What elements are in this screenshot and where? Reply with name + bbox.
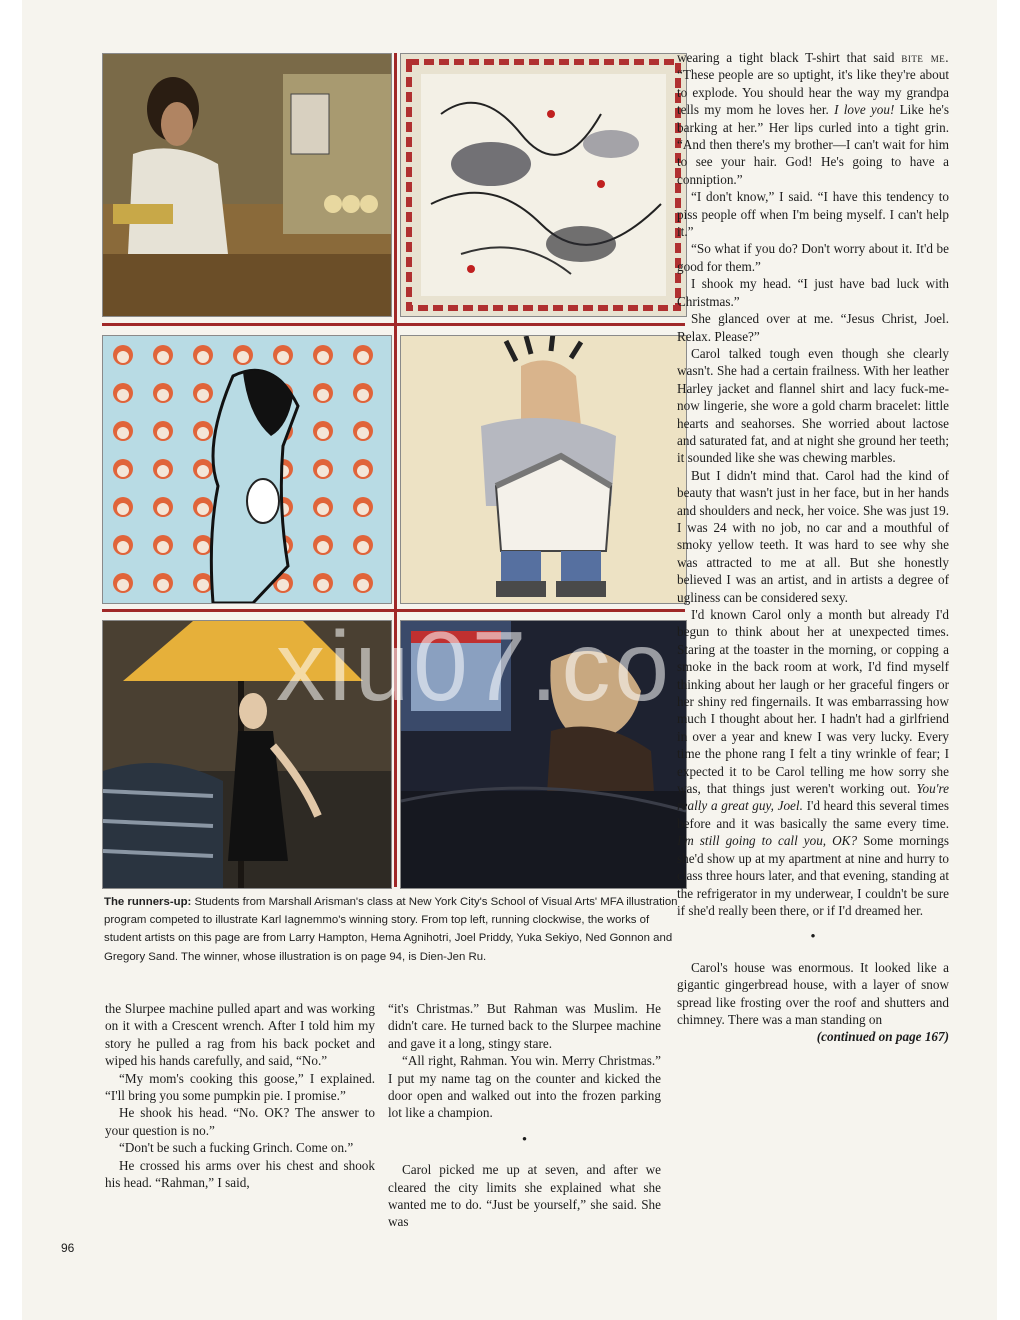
article-column-middle	[388, 1000, 661, 1231]
watermark: xiu07.co	[276, 611, 674, 721]
section-break: •	[810, 929, 816, 946]
paragraph: She glanced over at me. “Jesus Christ, Joel. Relax. Please?”	[677, 311, 949, 344]
paragraph: I shook my head. “I just have bad luck with Christmas.”	[677, 276, 949, 309]
grid-divider-horizontal	[102, 609, 685, 612]
paragraph: wearing a tight black T-shirt that said bite me. “These people are so uptight, it's like they're about to explode. You should hear the way my grandpa tells my mom he loves her. I love you! Like he's barking at her.” Her lips curled into a tight grin. “And then there's my brother—I can't wait for him to see your hair. God! He's going to have a conniption.”	[677, 50, 950, 187]
page-number: 96	[61, 1241, 75, 1255]
photo-caption	[104, 893, 686, 966]
paragraph: Carol talked tough even though she clearly wasn't. She had a certain frailness. With her leather Harley jacket and flannel shirt and lacy fuck-me-now lingerie, she wore a gold charm bracelet: little hearts and seahorses. She worried about lactose and saturated fat, and at night she ground her teeth; it sounded like she was chewing marbles.	[677, 345, 949, 466]
illustration-man-house	[400, 335, 687, 604]
paragraph: Carol picked me up at seven, and after we cleared the city limits she explained what she wanted me to do. “Just be yourself,” she said. She was	[388, 1162, 661, 1230]
caption-text: Students from Marshall Arisman's class at New York City's School of Visual Arts' MFA illustration program competed to illustrate Karl Iagnemmo's winning story. From top left, running clockwise, the works of student artists on this page are from Larry Hampton, Hema Agnihotri, Joel Priddy, Yuka Sekiyo, Ned Gonnon and Gregory Sand. The winner, whose illustration is on page 94, is Dien-Jen Ru.	[104, 896, 678, 963]
paragraph: He crossed his arms over his chest and shook his head. “Rahman,” I said,	[105, 1157, 375, 1191]
paragraph: But I didn't mind that. Carol had the kind of beauty that wasn't just in her face, but in her hands and shoulders and neck, her voice. She was just 19. I was 24 with no job, no car and a mouthful of smoky yellow teeth. It was hard to see why she was attracted to me at all. But she honestly believed I was an artist, and in artists a degree of ugliness can be considered sexy.	[677, 467, 949, 605]
illustration-diner-man	[102, 53, 392, 317]
caption-lead: The runners-up:	[104, 896, 192, 908]
grid-divider-vertical	[394, 53, 397, 887]
paragraph: Carol's house was enormous. It looked like a gigantic gingerbread house, with a layer of snow spread like frosting over the roof and shutters and chimney. There was a man standing on	[677, 959, 949, 1027]
article-column-right	[677, 49, 949, 1046]
paragraph: “My mom's cooking this goose,” I explained. “I'll bring you some pumpkin pie. I promise.”	[105, 1070, 375, 1104]
section-break: •	[521, 1131, 528, 1148]
paragraph: “it's Christmas.” But Rahman was Muslim. He didn't care. He turned back to the Slurpee machine and gave it a long, stingy stare.	[388, 1001, 661, 1051]
illustration-woman-lamp	[102, 620, 392, 889]
paragraph: “All right, Rahman. You win. Merry Christmas.” I put my name tag on the counter and kicked the door open and walked out into the frozen parking lot like a champion.	[388, 1053, 661, 1121]
illustration-night-station	[400, 620, 687, 889]
paragraph: “Don't be such a fucking Grinch. Come on.”	[119, 1140, 354, 1156]
illustration-woman-doll	[102, 335, 392, 604]
paragraph: He shook his head. “No. OK? The answer to your question is no.”	[105, 1105, 375, 1138]
paragraph: the Slurpee machine pulled apart and was working on it with a Crescent wrench. After I told him my story he pulled a rag from his back pocket and wiped his hands carefully, and said, “No.”	[105, 1001, 375, 1069]
magazine-page	[22, 0, 997, 1320]
continued-note: (continued on page 167)	[816, 1029, 949, 1045]
paragraph: “I don't know,” I said. “I have this tendency to piss people off when I'm being myself. I can't help it.”	[677, 189, 949, 240]
article-column-left	[105, 1000, 375, 1191]
illustration-hands-collage	[400, 53, 687, 317]
grid-divider-horizontal	[102, 323, 685, 326]
paragraph: I'd known Carol only a month but already I'd begun to think about her at unexpected times. Staring at the toaster in the morning, or copping a smoke in the back room at work, I'd find myself thinking about her laugh or her graceful fingers or her shiny red fingernails. It was embarrassing how much I thought about her. I hadn't had a girlfriend in over a year and knew I was very lucky. Every time the phone rang I felt a tiny wrinkle of fear; I expected it to be Carol telling me how sorry she was, that things just weren't working out. You're really a great guy, Joel. I'd heard this several times before and it was basically the same every time. I'm still going to call you, OK? Some mornings she'd show up at my apartment at nine and hurry to class three hours later, and that evening, standing at the refrigerator in my underwear, I couldn't be sure if she'd really been there, or if I'd dreamed her.	[677, 607, 949, 918]
paragraph: “So what if you do? Don't worry about it. It'd be good for them.”	[677, 241, 949, 274]
